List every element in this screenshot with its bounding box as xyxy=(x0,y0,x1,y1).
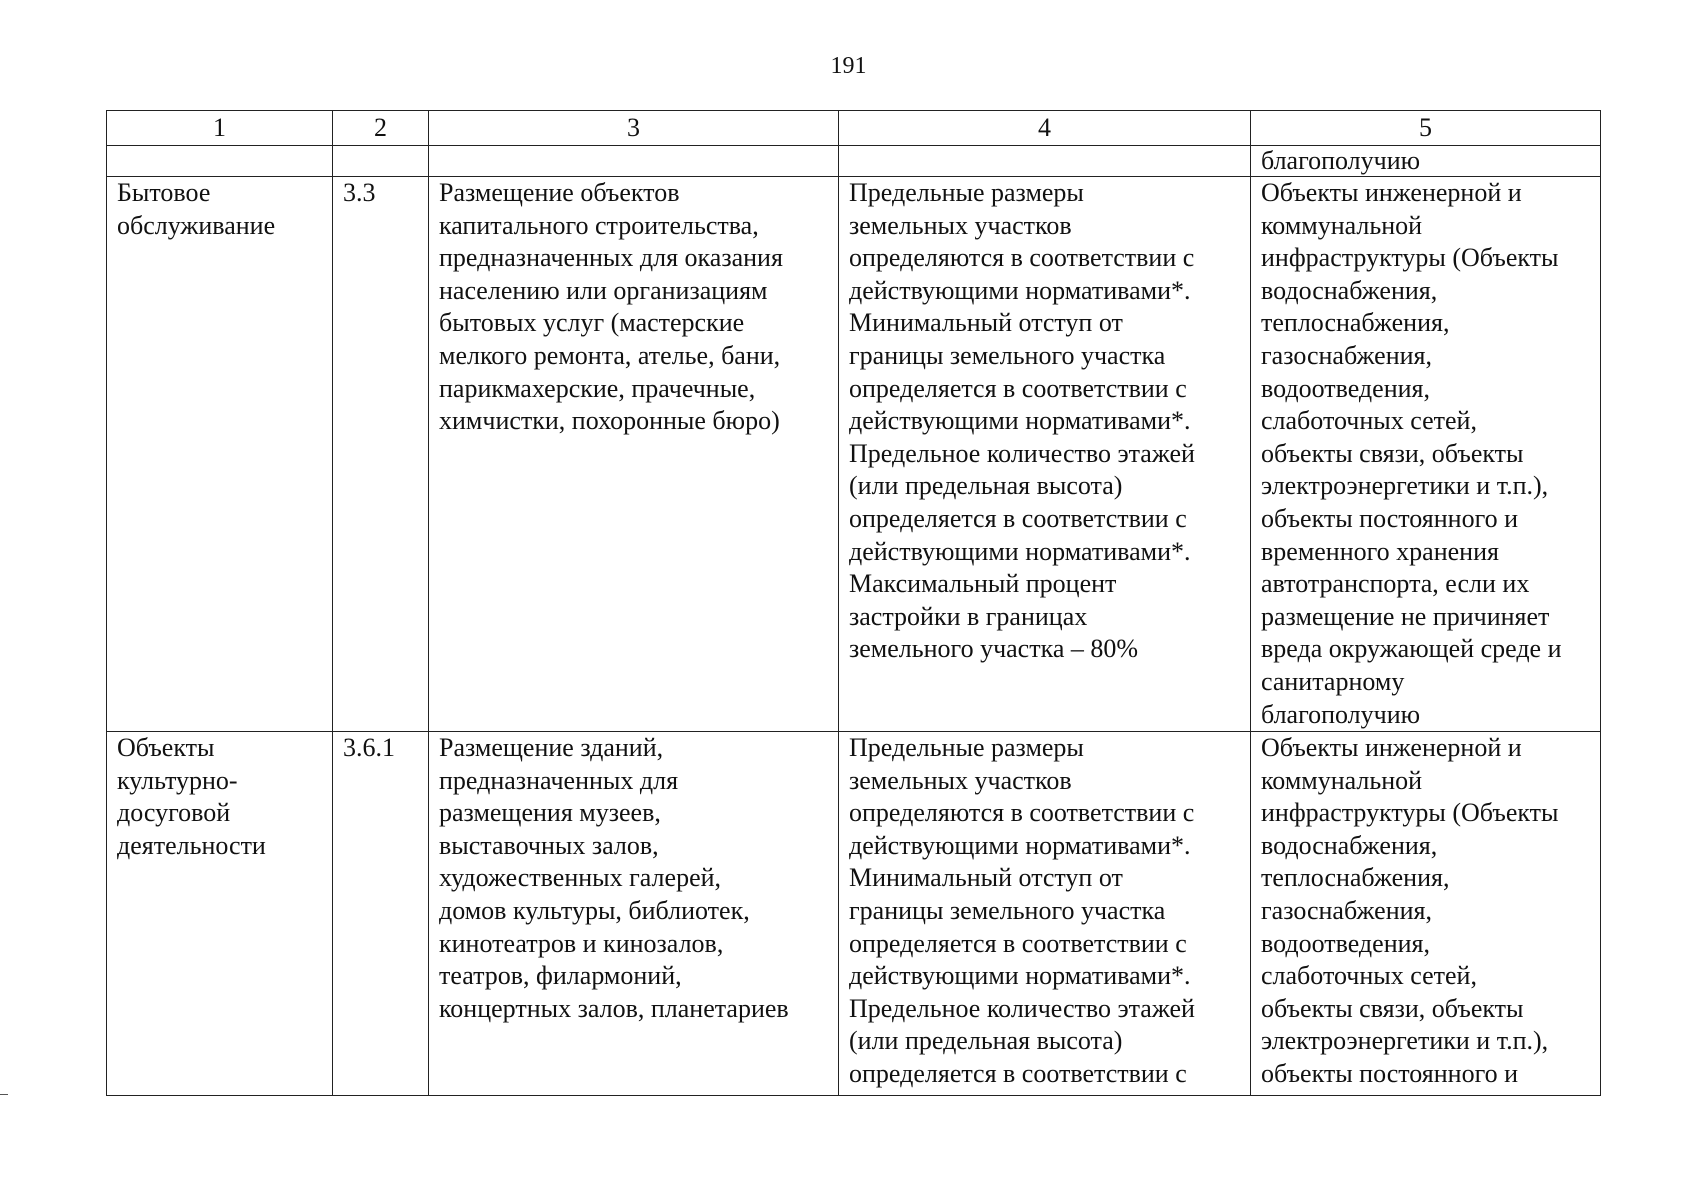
cell-text-line: слаботочных сетей, xyxy=(1261,406,1477,436)
use-parameters-cell xyxy=(839,732,1251,1096)
cell-text-line: Предельное количество этажей xyxy=(849,993,1195,1023)
table-header-row xyxy=(107,111,1601,146)
cell-text-line: электроэнергетики и т.п.), xyxy=(1261,471,1549,501)
cell-text-line: объекты постоянного и xyxy=(1261,1059,1519,1089)
cell-text-line: парикмахерские, прачечные, xyxy=(439,373,756,403)
cell-text-line: санитарному xyxy=(1261,666,1405,696)
cell-text-line: бытовых услуг (мастерские xyxy=(439,308,745,338)
cell-text-line: (или предельная высота) xyxy=(849,1026,1123,1056)
cell-text-line: автотранспорта, если их xyxy=(1261,569,1530,599)
header-col-5: 5 xyxy=(1251,111,1601,146)
cell-text-line: театров, филармоний, xyxy=(439,961,682,991)
cell-text-line: Предельные размеры xyxy=(849,178,1084,207)
cell-text-line: определяется в соответствии с xyxy=(849,503,1187,533)
cell-text-line: размещение не причиняет xyxy=(1261,601,1550,631)
cell-text-line: объекты связи, объекты xyxy=(1261,438,1524,468)
use-code: 3.6.1 xyxy=(343,733,395,763)
table-row xyxy=(107,177,1601,732)
use-description-cell xyxy=(429,177,839,732)
continuation-cell-1 xyxy=(107,146,333,177)
cell-text-line: культурно- xyxy=(117,765,238,795)
cell-text-line: водоснабжения, xyxy=(1261,275,1438,305)
use-name-cell xyxy=(107,177,333,732)
margin-mark xyxy=(0,1094,8,1095)
cell-text-line: теплоснабжения, xyxy=(1261,308,1450,338)
cell-text-line: водоотведения, xyxy=(1261,373,1430,403)
cell-text-line: химчистки, похоронные бюро) xyxy=(439,406,780,436)
cell-text-line: объекты связи, объекты xyxy=(1261,993,1524,1023)
cell-text-line: деятельности xyxy=(117,830,266,860)
cell-text-line: Размещение зданий, xyxy=(439,733,664,763)
continuation-cell-4 xyxy=(839,146,1251,177)
cell-text-line: действующими нормативами*. xyxy=(849,961,1191,991)
use-auxiliary-cell xyxy=(1251,177,1601,732)
cell-text-line: объекты постоянного и xyxy=(1261,503,1519,533)
cell-text-line: предназначенных для xyxy=(439,765,679,795)
cell-text-line: Объекты xyxy=(117,733,215,763)
cell-text-line: инфраструктуры (Объекты xyxy=(1261,798,1559,828)
continuation-cell-5: благополучию xyxy=(1251,146,1601,177)
cell-text-line: мелкого ремонта, ателье, бани, xyxy=(439,340,781,370)
cell-text-line: Максимальный процент xyxy=(849,569,1117,599)
use-name-cell xyxy=(107,732,333,1096)
cell-text-line: досуговой xyxy=(117,798,231,828)
cell-text-line: определяется в соответствии с xyxy=(849,928,1187,958)
cell-text-line: Бытовое xyxy=(117,178,211,207)
cell-text-line: земельных участков xyxy=(849,210,1072,240)
cell-text-line: размещения музеев, xyxy=(439,798,661,828)
use-code-cell xyxy=(333,732,429,1096)
cell-text-line: водоснабжения, xyxy=(1261,830,1438,860)
cell-text-line: кинотеатров и кинозалов, xyxy=(439,928,724,958)
header-col-3: 3 xyxy=(429,111,839,146)
cell-text-line: капитального строительства, xyxy=(439,210,759,240)
cell-text-line: Минимальный отступ от xyxy=(849,863,1123,893)
cell-text-line: границы земельного участка xyxy=(849,896,1166,926)
cell-text-line: домов культуры, библиотек, xyxy=(439,896,750,926)
cell-text-line: действующими нормативами*. xyxy=(849,830,1191,860)
use-auxiliary-cell xyxy=(1251,732,1601,1096)
cell-text-line: определяются в соответствии с xyxy=(849,798,1195,828)
cell-text-line: газоснабжения, xyxy=(1261,340,1432,370)
cell-text-line: вреда окружающей среде и xyxy=(1261,634,1562,664)
header-col-2: 2 xyxy=(333,111,429,146)
use-code: 3.3 xyxy=(343,178,376,207)
cell-text-line: действующими нормативами*. xyxy=(849,406,1191,436)
page-number: 191 xyxy=(830,53,867,79)
cell-text-line: временного хранения xyxy=(1261,536,1499,566)
cell-text-line: населению или организациям xyxy=(439,275,768,305)
cell-text-line: коммунальной xyxy=(1261,210,1423,240)
cell-text-line: предназначенных для оказания xyxy=(439,243,783,273)
cell-text-line: определяются в соответствии с xyxy=(849,243,1195,273)
cell-text-line: слаботочных сетей, xyxy=(1261,961,1477,991)
use-code-cell xyxy=(333,177,429,732)
cell-text-line: действующими нормативами*. xyxy=(849,536,1191,566)
header-col-1: 1 xyxy=(107,111,333,146)
land-use-table xyxy=(106,110,1601,1096)
cell-text-line: обслуживание xyxy=(117,210,276,240)
use-description-cell xyxy=(429,732,839,1096)
table-row xyxy=(107,732,1601,1096)
cell-text-line: земельного участка – 80% xyxy=(849,634,1139,664)
cell-text-line: Минимальный отступ от xyxy=(849,308,1123,338)
cell-text-line: коммунальной xyxy=(1261,765,1423,795)
cell-text-line: Предельные размеры xyxy=(849,733,1084,763)
cell-text-line: действующими нормативами*. xyxy=(849,275,1191,305)
cell-text-line: концертных залов, планетариев xyxy=(439,993,789,1023)
table-continuation-row xyxy=(107,146,1601,177)
cell-text-line: теплоснабжения, xyxy=(1261,863,1450,893)
cell-text-line: электроэнергетики и т.п.), xyxy=(1261,1026,1549,1056)
cell-text-line: газоснабжения, xyxy=(1261,896,1432,926)
cell-text-line: Объекты инженерной и xyxy=(1261,178,1522,207)
use-parameters-cell xyxy=(839,177,1251,732)
cell-text-line: благополучию xyxy=(1261,699,1421,729)
cell-text-line: водоотведения, xyxy=(1261,928,1430,958)
cell-text-line: Размещение объектов xyxy=(439,178,680,207)
cell-text-line: определяется в соответствии с xyxy=(849,1059,1187,1089)
cell-text-line: инфраструктуры (Объекты xyxy=(1261,243,1559,273)
cell-text-line: художественных галерей, xyxy=(439,863,722,893)
continuation-cell-2 xyxy=(333,146,429,177)
cell-text-line: Предельное количество этажей xyxy=(849,438,1195,468)
cell-text-line: Объекты инженерной и xyxy=(1261,733,1522,763)
cell-text-line: границы земельного участка xyxy=(849,340,1166,370)
cell-text-line: выставочных залов, xyxy=(439,830,659,860)
cell-text-line: застройки в границах xyxy=(849,601,1088,631)
cell-text-line: определяется в соответствии с xyxy=(849,373,1187,403)
cell-text-line: (или предельная высота) xyxy=(849,471,1123,501)
continuation-cell-3 xyxy=(429,146,839,177)
cell-text-line: земельных участков xyxy=(849,765,1072,795)
header-col-4: 4 xyxy=(839,111,1251,146)
